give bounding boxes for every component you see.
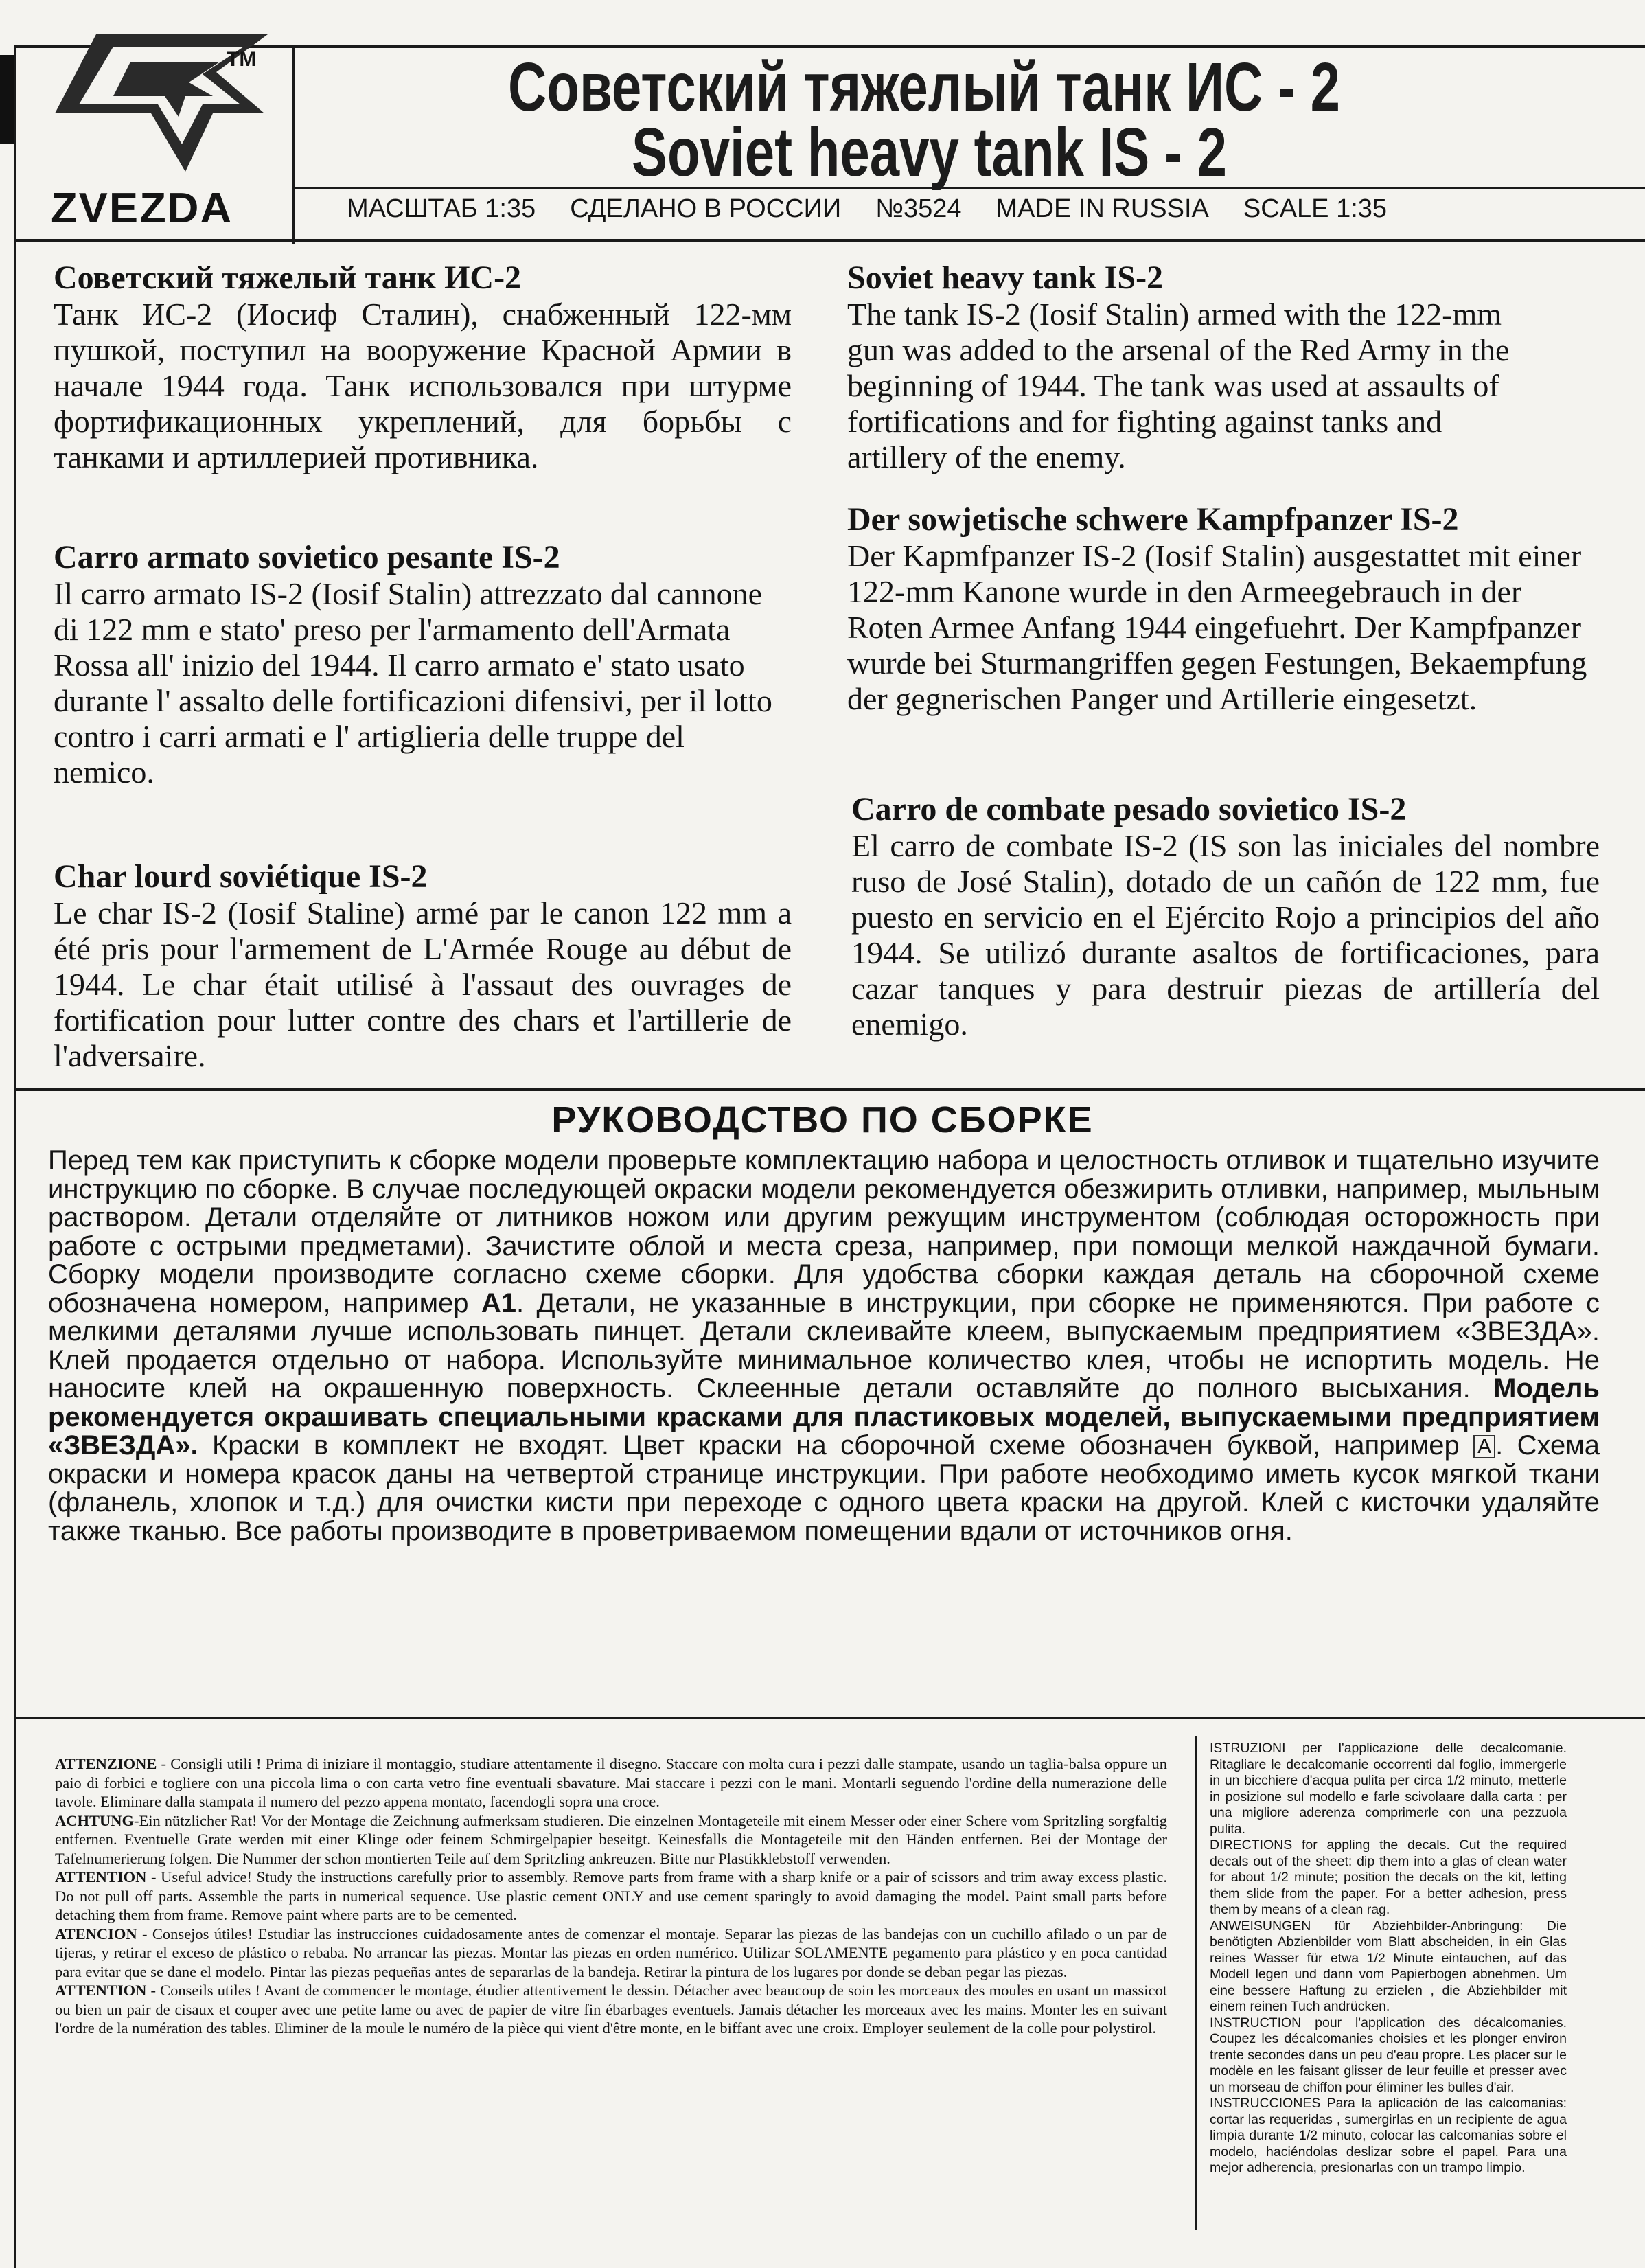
assembly-advice-notes [55,1754,1167,2038]
decal-en-text: for appling the decals. Cut the required decals out of the sheet: dip them into a glas of clean water for about 1/2 minute; position the decals on the kit, letting them slide from the paper. For a better adhesion, press them by means of a clean rag. [1210,1837,1567,1917]
intro-it-text: Il carro armato IS-2 (Iosif Stalin) attrezzato dal cannone di 122 mm e stato' preso per l'armamento dell'Armata Rossa all' inizio del 1944. Il carro armato e' stato usato durante l' assalto delle fortificazioni difensivi, per il lotto contro i carri armati e l' artiglieria delle truppe del nemico. [54,576,772,790]
guide-part-4: . Схема окраски и номера красок даны на четвертой странице инструкции. При работе необходимо иметь кусок мягкой ткани (фланель, хлопок и т.д.) для очистки кисти при переходе с одного цвета краски на другой. Клей с кисточки удаляйте также тканью. Все работы производите в проветриваемом помещении вдали от источников огня. [48,1430,1600,1546]
paint-letter-example: А [1473,1435,1495,1458]
decal-fr-text: pour l'application des décalcomanies. Coupez les décalcomanies choisies et les plonger environ trente secondes dans un peu d'eau propre. Les placer sur le modèle en les faisant glisser de leur feuille et presser avec un morseau de chiffon pour éliminer les bulles d'air. [1210,2015,1567,2095]
intro-de-text: Der Kapmfpanzer IS-2 (Iosif Stalin) ausgestattet mit einer 122-mm Kanone wurde in den Armeegebrauch in der Roten Armee Anfang 1944 eingefuehrt. Der Kampfpanzer wurde bei Sturmangriffen gegen Festungen, Bekaempfung der gegnerischen Panger und Artillerie eingesetzt. [847,538,1587,716]
meta-kit-number: №3524 [875,194,962,223]
decal-instructions [1210,1741,1567,2177]
decal-es [1210,2096,1567,2177]
meta-made-ru: СДЕЛАНО В РОССИИ [570,194,842,223]
decal-es-heading: INSTRUCCIONES [1210,2096,1321,2111]
guide-bottom-line [14,1717,1645,1719]
note-de-text: -Ein nützlicher Rat! Vor der Montage die Zeichnung aufmerksam studieren. Die einzelnen Montageteile mit einem Messer oder einer Schere vom Spritzling sorgfaltig entfernen. Eventuelle Grate werden mit einer Klinge oder feinem Schmirgelpapier beseitgt. Keinesfalls die Montageteile mit den Händen entfernen. Bei der Montage der Tafelnumerierung folgen. Die Nummer der schon montierten Teile auf dem Spritzling ankreuzen. Bitte nur Plastikklebstoff verwenden. [55,1811,1167,1867]
note-de [55,1811,1167,1868]
decal-de-text: für Abziehbilder-Anbringung: Die benötigten Abzienbilder vom Blatt abscheiden, in ein Glas reines Wasser für etwa 1/2 Minute eintauchen, auf das Modell legen und dann vom Papierbogen abnehmen. Um eine bessere Haftung zu erzielen , die Abziehbilder mit einem reinen Tuch andrücken. [1210,1918,1567,2014]
guide-paint-recommendation: Модель рекомендуется окрашивать специальными красками для пластиковых моделей, выпускаемыми предприятием «ЗВЕЗДА». [48,1373,1600,1461]
intro-fr-title: Char lourd soviétique IS-2 [54,858,428,895]
intro-de [847,501,1592,717]
decal-it-text: per l'applicazione delle decalcomanie. Ritagliare le decalcomanie occorrenti dal foglio, immergerle in un bicchiere d'acqua pulita per circa 1/2 minuto, metterle in posizione sul modello e farle scivolaare dalla carta : per una migliore aderenza comprimerle con una pezzuola pulita. [1210,1741,1567,1837]
note-en-heading: ATTENTION [55,1868,147,1886]
note-it-heading: ATTENZIONE [55,1755,157,1772]
title-english: Soviet heavy tank IS - 2 [632,114,1228,191]
note-fr-heading: ATTENTION [55,1982,147,1999]
intro-bottom-line [14,1088,1645,1091]
header-bottom-line [14,239,1645,242]
notes-divider [1195,1736,1197,2230]
decal-de [1210,1918,1567,2015]
header-divider [292,45,295,244]
intro-es [851,791,1600,1042]
intro-de-title: Der sowjetische schwere Kampfpanzer IS-2 [847,501,1459,538]
title-russian: Советский тяжелый танк ИС - 2 [508,49,1341,126]
guide-part-code: А1 [481,1287,517,1318]
intro-en-title: Soviet heavy tank IS-2 [847,260,1164,296]
intro-ru-title: Советский тяжелый танк ИС-2 [54,260,522,296]
note-it-text: - Consigli utili ! Prima di iniziare il montaggio, studiare attentamente il disegno. Staccare con molta cura i pezzi dalle stampate, usando un taglia-balsa oppure un paio di forbici e togliere con una piccola lima o con carta vetro fine eventuali sbavature. Mai staccare i pezzi con le mani. Montarli seguendo l'ordine della numerazione delle tavole. Eliminare dalla stampata il numero del pezzo appena montato, facendogli sopra una croce. [55,1755,1167,1810]
left-border [14,45,16,2268]
decal-en [1210,1837,1567,1918]
intro-ru-text: Танк ИС-2 (Иосиф Сталин), снабженный 122-мм пушкой, поступил на вооружение Красной Армии в начале 1944 года. Танк использовался при штурме фортификационных укреплений, для борьбы с танками и артиллерией противника. [54,297,792,474]
intro-fr-text: Le char IS-2 (Iosif Staline) armé par le canon 122 mm a été pris pour l'armement de L'Armée Rouge au début de 1944. Le char était utilisé à l'assaut des ouvrages de fortification pour lutter contre des chars et l'artillerie de l'adversaire. [54,895,792,1073]
decal-fr [1210,2015,1567,2096]
decal-es-text: Para la aplicación de las calcomanias: cortar las requeridas , sumergirlas en un recipiente de agua limpia durante 1/2 minuto, colocar las calcomanias sobre el modelo, haciéndolas deslizar sobre el papel. Para una mejor adherencia, presionarlas con un trampo limpio. [1210,2096,1567,2175]
intro-it [54,539,792,790]
guide-part-3: Краски в комплект не входят. Цвет краски на сборочной схеме обозначен буквой, например [198,1430,1460,1461]
intro-en [847,260,1548,475]
decal-it [1210,1741,1567,1837]
note-en-text: - Useful advice! Study the instructions carefully prior to assembly. Remove parts from frame with a sharp knife or a pair of scissors and trim away excess plastic. Do not pull off parts. Assemble the parts in numerical sequence. Use plastic cement ONLY and use cement sparingly to avoid damaging the model. Paint small parts before detaching them from frame. Remove paint where parts are to be cemented. [55,1868,1167,1923]
decal-it-heading: ISTRUZIONI [1210,1741,1286,1756]
note-es-text: - Consejos útiles! Estudiar las instrucciones cuidadosamente antes de comenzar el montaje. Separar las piezas de las bandejas con un cuchillo afilado o un par de tijeras, y retirar el exceso de plástico o rebaba. No arrancar las piezas. Montar las piezas en orden numérico. Utilizar SOLAMENTE pegamento para plástico y en poca cantidad para evitar que se dane el modelo. Pintar las piezas pequeñas antes de separarlas de la bandeja. Retirar la pintura de los lugares por donde se deban pegar las piezas. [55,1925,1167,1980]
note-it [55,1754,1167,1811]
intro-it-title: Carro armato sovietico pesante IS-2 [54,539,560,575]
intro-en-text: The tank IS-2 (Iosif Stalin) armed with the 122-mm gun was added to the arsenal of the Red Army in the beginning of 1944. The tank was used at assaults of fortifications and for fighting against tanks and artillery of the enemy. [847,297,1510,474]
brand-wordmark: ZVEZDA [51,185,233,232]
decal-fr-heading: INSTRUCTION [1210,2015,1302,2030]
meta-made-en: MADE IN RUSSIA [996,194,1209,223]
intro-fr [54,858,792,1074]
intro-es-text: El carro de combate IS-2 (IS son las iniciales del nombre ruso de José Stalin), dotado de un cañón de 122 mm, fue puesto en servicio en el Ejército Rojo a principios del año 1944. Se utilizó durante asaltos de fortificaciones, para cazar tanques y para destruir piezas de artillería del enemigo. [851,828,1600,1042]
trademark-mark: TM [227,48,257,71]
note-es [55,1925,1167,1982]
assembly-guide-title: РУКОВОДСТВО ПО СБОРКЕ [551,1099,1094,1141]
assembly-guide-text [48,1147,1600,1546]
guide-part-1: Перед тем как приступить к сборке модели проверьте комплектацию набора и целостность отливок и тщательно изучите инструкцию по сборке. В случае последующей окраски модели рекомендуется обезжирить отливки, например, мыльным раствором. Детали отделяйте от литников ножом или другим режущим инструментом (соблюдая осторожность при работе с острыми предметами). Зачистите облой и места среза, например, при помощи мелкой наждачной бумаги. Сборку модели производите согласно схеме сборки. Для удобства сборки каждая деталь на сборочной схеме обозначена номером, например [48,1145,1600,1318]
kit-meta-row [347,194,1388,224]
note-de-heading: ACHTUNG [55,1811,135,1829]
note-fr [55,1981,1167,2038]
intro-es-title: Carro de combate pesado sovietico IS-2 [851,791,1407,827]
note-fr-text: - Conseils utiles ! Avant de commencer le montage, étudier attentivement le dessin. Détacher avec beaucoup de soin les morceaux des moules en usant un massicot ou bien un pair de cisaux et couper avec une petite lame ou avec de papier de vitre fin ébarbages eventuels. Jamais détacher les morceaux avec les mains. Monter les en suivant l'ordre de la numération des tables. Eliminer de la moule le numéro de la pièce qui vient d'être monte, en le biffant avec une croix. Employer seulement de la colle pour polystirol. [55,1982,1167,2037]
decal-de-heading: ANWEISUNGEN [1210,1918,1311,1934]
decal-en-heading: DIRECTIONS [1210,1837,1293,1853]
intro-ru [54,260,792,475]
page-edge-mark [0,55,15,144]
note-es-heading: ATENCION [55,1925,137,1943]
note-en [55,1868,1167,1925]
meta-scale-ru: МАСШТАБ 1:35 [347,194,536,223]
meta-scale-en: SCALE 1:35 [1243,194,1388,223]
guide-part-2: . Детали, не указанные в инструкции, при сборке не применяются. При работе с мелкими деталями лучше использовать пинцет. Детали склеивайте клеем, выпускаемым предприятием «ЗВЕЗДА». Клей продается отдельно от набора. Используйте минимальное количество клея, чтобы не испортить модель. Не наносите клей на окрашенную поверхность. Склеенные детали оставляйте до полного высыхания. [48,1287,1600,1404]
